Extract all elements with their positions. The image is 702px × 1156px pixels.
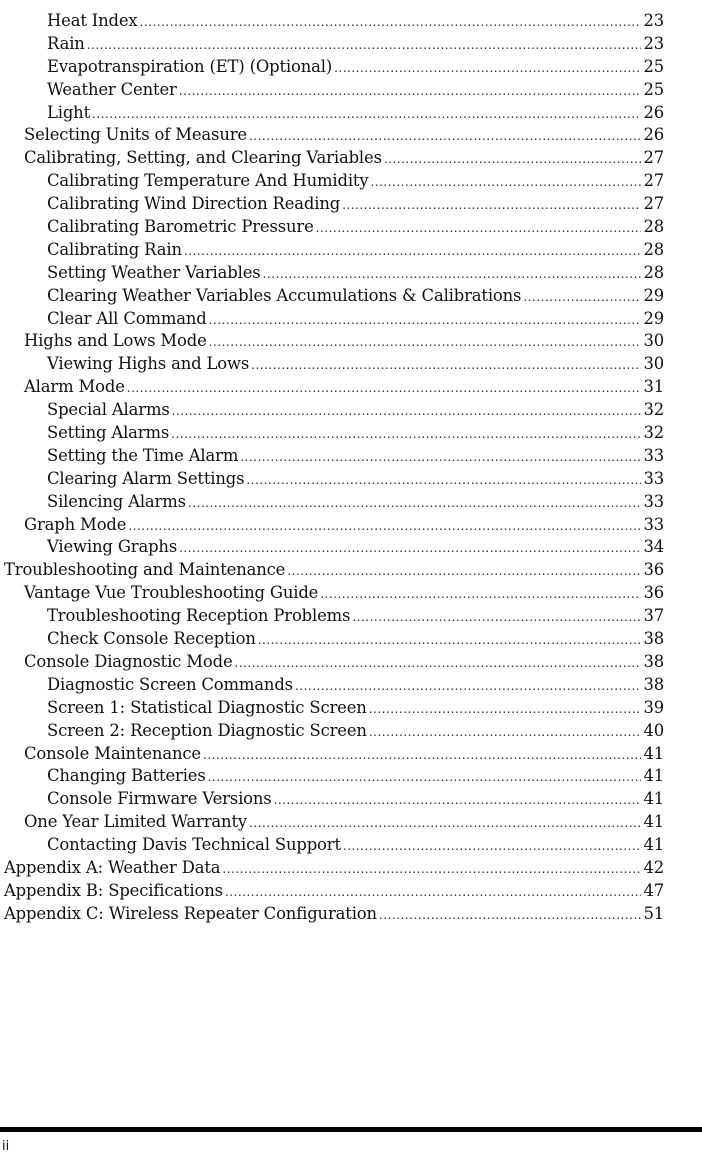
toc-entry[interactable]: [0, 193, 664, 216]
toc-entry-title: Vantage Vue Troubleshooting Guide: [24, 583, 319, 603]
toc-dot-leader: [342, 194, 641, 217]
toc-dot-leader: [209, 309, 642, 332]
toc-entry-page: 38: [643, 629, 664, 649]
toc-entry[interactable]: [0, 33, 664, 56]
toc-dot-leader: [352, 606, 641, 629]
toc-entry-title: Changing Batteries: [47, 766, 206, 786]
toc-entry[interactable]: [0, 376, 664, 399]
toc-entry-page: 51: [643, 903, 664, 923]
toc-entry-title: Special Alarms: [47, 400, 170, 420]
toc-entry-page: 41: [643, 789, 664, 809]
toc-dot-leader: [249, 125, 641, 148]
toc-entry-page: 41: [643, 743, 664, 763]
toc-entry-title: Calibrating Wind Direction Reading: [47, 194, 341, 214]
toc-dot-leader: [240, 446, 641, 469]
toc-entry-page: 27: [643, 148, 664, 168]
footer-page-number: ii: [2, 1139, 10, 1154]
toc-entry-title: Clearing Alarm Settings: [47, 468, 245, 488]
toc-dot-leader: [222, 858, 641, 881]
toc-dot-leader: [127, 377, 642, 400]
toc-entry-page: 31: [643, 377, 664, 397]
toc-entry-page: 30: [643, 354, 664, 374]
toc-entry[interactable]: [0, 811, 664, 834]
toc-entry-title: Appendix C: Wireless Repeater Configuration: [4, 903, 377, 923]
toc-entry[interactable]: [0, 880, 664, 903]
toc-entry-title: Calibrating Barometric Pressure: [47, 217, 314, 237]
toc-entry[interactable]: [0, 514, 664, 537]
toc-entry[interactable]: [0, 743, 664, 766]
toc-entry-page: 36: [643, 560, 664, 580]
toc-dot-leader: [179, 537, 641, 560]
toc-dot-leader: [320, 583, 641, 606]
toc-entry[interactable]: [0, 330, 664, 353]
toc-entry-title: Highs and Lows Mode: [24, 331, 207, 351]
toc-entry-title: Troubleshooting Reception Problems: [47, 606, 351, 626]
toc-entry[interactable]: [0, 857, 664, 880]
table-of-contents: [0, 10, 664, 926]
toc-dot-leader: [128, 515, 641, 538]
toc-entry-title: Setting Alarms: [47, 423, 170, 443]
toc-entry-page: 33: [643, 445, 664, 465]
toc-entry-title: Appendix A: Weather Data: [4, 857, 221, 877]
toc-dot-leader: [87, 34, 642, 57]
toc-entry[interactable]: [0, 239, 664, 262]
toc-entry[interactable]: [0, 445, 664, 468]
toc-entry[interactable]: [0, 582, 664, 605]
toc-entry-title: Console Diagnostic Mode: [24, 651, 233, 671]
toc-entry-page: 41: [643, 766, 664, 786]
toc-entry-page: 32: [643, 423, 664, 443]
toc-entry[interactable]: [0, 10, 664, 33]
toc-entry[interactable]: [0, 285, 664, 308]
toc-entry-title: Troubleshooting and Maintenance: [4, 560, 286, 580]
toc-entry[interactable]: [0, 147, 664, 170]
toc-dot-leader: [316, 217, 642, 240]
toc-entry[interactable]: [0, 697, 664, 720]
toc-dot-leader: [140, 11, 642, 34]
toc-entry-page: 29: [643, 308, 664, 328]
toc-dot-leader: [258, 629, 642, 652]
toc-entry[interactable]: [0, 56, 664, 79]
toc-entry[interactable]: [0, 102, 664, 125]
toc-entry-title: Console Firmware Versions: [47, 789, 272, 809]
toc-entry-title: Viewing Highs and Lows: [47, 354, 250, 374]
toc-entry-title: Setting the Time Alarm: [47, 445, 239, 465]
toc-dot-leader: [295, 675, 642, 698]
toc-dot-leader: [343, 835, 642, 858]
toc-entry[interactable]: [0, 536, 664, 559]
toc-entry-page: 23: [643, 11, 664, 30]
toc-entry-page: 38: [643, 651, 664, 671]
toc-entry-title: Viewing Graphs: [47, 537, 178, 557]
toc-dot-leader: [249, 812, 641, 835]
toc-dot-leader: [334, 57, 641, 80]
toc-dot-leader: [370, 171, 641, 194]
toc-entry[interactable]: [0, 720, 664, 743]
toc-entry-page: 27: [643, 194, 664, 214]
toc-entry[interactable]: [0, 788, 664, 811]
toc-entry-page: 32: [643, 400, 664, 420]
toc-entry-title: Appendix B: Specifications: [4, 880, 223, 900]
toc-dot-leader: [184, 240, 642, 263]
toc-entry[interactable]: [0, 491, 664, 514]
toc-dot-leader: [208, 766, 642, 789]
toc-entry-page: 47: [643, 880, 664, 900]
toc-entry-title: Diagnostic Screen Commands: [47, 674, 293, 694]
toc-entry[interactable]: [0, 674, 664, 697]
toc-entry-title: Screen 2: Reception Diagnostic Screen: [47, 720, 367, 740]
toc-entry[interactable]: [0, 170, 664, 193]
toc-entry-page: 27: [643, 171, 664, 191]
toc-entry-page: 30: [643, 331, 664, 351]
toc-entry-title: Alarm Mode: [24, 377, 125, 397]
toc-entry-page: 26: [643, 125, 664, 145]
toc-entry-page: 28: [643, 239, 664, 259]
toc-dot-leader: [369, 698, 642, 721]
toc-entry[interactable]: [0, 353, 664, 376]
toc-entry-title: Evapotranspiration (ET) (Optional): [47, 56, 333, 76]
toc-entry[interactable]: [0, 651, 664, 674]
toc-entry-title: Weather Center: [47, 79, 177, 99]
toc-dot-leader: [209, 331, 642, 354]
toc-entry-title: Clearing Weather Variables Accumulations & Calibrations: [47, 285, 522, 305]
toc-entry[interactable]: [0, 628, 664, 651]
toc-entry-page: 39: [643, 697, 664, 717]
toc-dot-leader: [263, 263, 642, 286]
toc-entry-title: Light: [47, 102, 91, 122]
toc-entry-title: Screen 1: Statistical Diagnostic Screen: [47, 697, 367, 717]
toc-entry-page: 29: [643, 285, 664, 305]
toc-entry-page: 28: [643, 217, 664, 237]
toc-dot-leader: [172, 400, 642, 423]
toc-dot-leader: [203, 744, 641, 767]
toc-entry-title: Console Maintenance: [24, 743, 201, 763]
toc-dot-leader: [179, 80, 642, 103]
toc-entry[interactable]: [0, 79, 664, 102]
toc-entry-title: Heat Index: [47, 11, 138, 30]
toc-dot-leader: [235, 652, 642, 675]
toc-entry[interactable]: [0, 124, 664, 147]
toc-dot-leader: [274, 789, 642, 812]
toc-dot-leader: [287, 560, 641, 583]
toc-entry-title: Calibrating Temperature And Humidity: [47, 171, 369, 191]
toc-entry[interactable]: [0, 468, 664, 491]
toc-entry-page: 38: [643, 674, 664, 694]
toc-dot-leader: [188, 492, 642, 515]
toc-entry-page: 33: [643, 514, 664, 534]
toc-entry-title: Calibrating, Setting, and Clearing Variables: [24, 148, 382, 168]
toc-dot-leader: [379, 904, 642, 927]
toc-entry-page: 23: [643, 33, 664, 53]
toc-dot-leader: [225, 881, 642, 904]
toc-dot-leader: [246, 469, 641, 492]
toc-entry-page: 41: [643, 812, 664, 832]
toc-entry[interactable]: [0, 559, 664, 582]
toc-entry-title: Setting Weather Variables: [47, 262, 261, 282]
toc-entry[interactable]: [0, 605, 664, 628]
toc-entry-title: One Year Limited Warranty: [24, 812, 248, 832]
toc-entry[interactable]: [0, 903, 664, 926]
toc-entry-title: Rain: [47, 33, 85, 53]
toc-dot-leader: [523, 286, 641, 309]
toc-entry-page: 25: [643, 56, 664, 76]
toc-entry-page: 33: [643, 468, 664, 488]
toc-entry-page: 41: [643, 835, 664, 855]
toc-entry-page: 40: [643, 720, 664, 740]
toc-dot-leader: [251, 354, 641, 377]
toc-entry-page: 33: [643, 491, 664, 511]
toc-dot-leader: [384, 148, 642, 171]
toc-entry-title: Check Console Reception: [47, 629, 256, 649]
toc-entry-page: 36: [643, 583, 664, 603]
footer-divider: [0, 1127, 702, 1132]
toc-entry[interactable]: [0, 262, 664, 285]
toc-entry[interactable]: [0, 308, 664, 331]
toc-entry[interactable]: [0, 399, 664, 422]
toc-entry-page: 37: [643, 606, 664, 626]
toc-entry-title: Graph Mode: [24, 514, 127, 534]
toc-entry-title: Contacting Davis Technical Support: [47, 835, 341, 855]
toc-entry-page: 28: [643, 262, 664, 282]
toc-entry-page: 26: [643, 102, 664, 122]
toc-dot-leader: [92, 103, 641, 126]
toc-entry[interactable]: [0, 216, 664, 239]
toc-entry-title: Selecting Units of Measure: [24, 125, 247, 145]
toc-entry-title: Silencing Alarms: [47, 491, 186, 511]
toc-entry[interactable]: [0, 834, 664, 857]
toc-entry-page: 42: [643, 857, 664, 877]
toc-entry-title: Calibrating Rain: [47, 239, 182, 259]
toc-dot-leader: [171, 423, 641, 446]
toc-entry-title: Clear All Command: [47, 308, 207, 328]
toc-entry[interactable]: [0, 765, 664, 788]
toc-entry[interactable]: [0, 422, 664, 445]
toc-dot-leader: [369, 721, 642, 744]
toc-entry-page: 34: [643, 537, 664, 557]
toc-entry-page: 25: [643, 79, 664, 99]
